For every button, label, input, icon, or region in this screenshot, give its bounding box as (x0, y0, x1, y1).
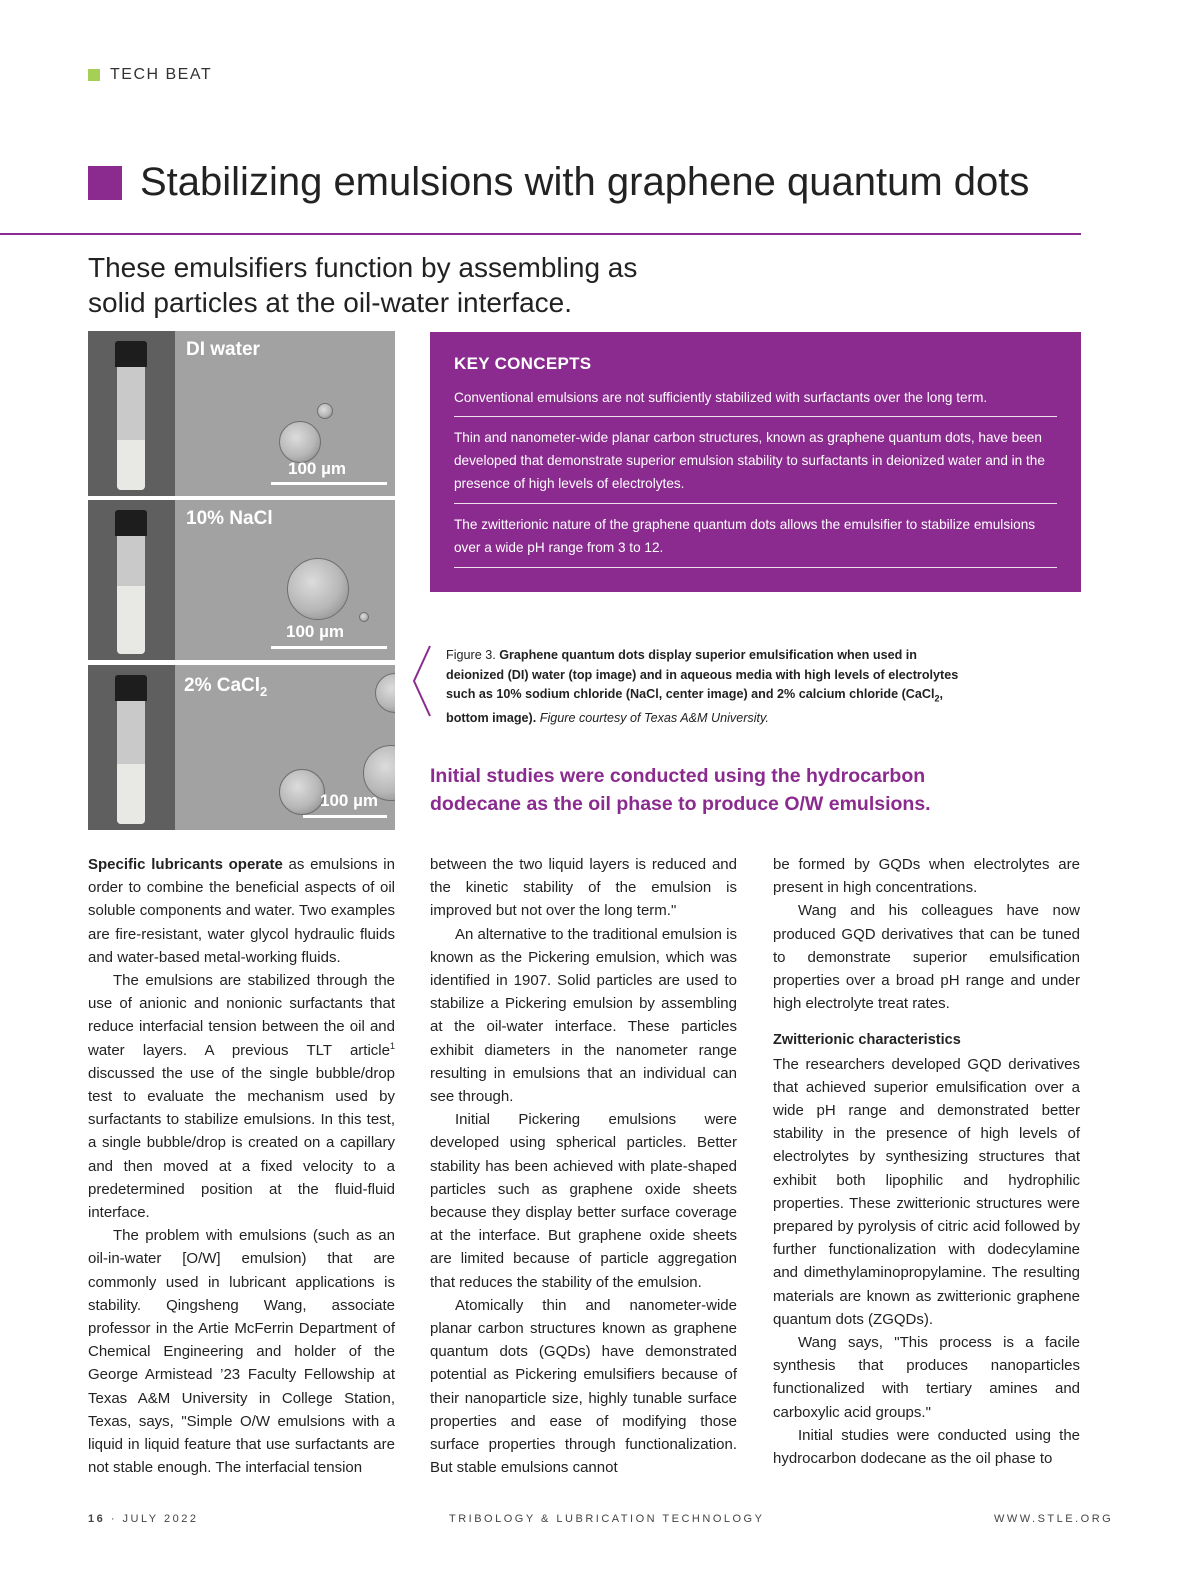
body-paragraph: Specific lubricants operate as emulsions in order to combine the beneficial aspects of oil soluble components and water. Two examples are fire-resistant, water glycol hydraulic fluids and water-based metal-working fluids. (88, 856, 395, 966)
article-title-row (88, 160, 1029, 205)
scale-bar (271, 646, 387, 649)
pull-quote-line: dodecane as the oil phase to produce O/W emulsions. (430, 793, 931, 815)
key-concept-divider (454, 567, 1057, 568)
vial-image (115, 675, 147, 824)
key-concept-item: Thin and nanometer-wide planar carbon structures, known as graphene quantum dots, have been developed that demonstrate superior emulsion stability to surfactants in deionized water and in the presence of high levels of electrolytes. (454, 430, 1045, 491)
body-paragraph: Atomically thin and nanometer-wide planar carbon structures known as graphene quantum dots (GQDs) have demonstrated potential as Pickering emulsifiers because of their nanoparticle size, highly tunable surface properties and ease of modifying those surface properties through functionalization. But stable emulsions cannot (430, 1296, 737, 1477)
footer-page-info (88, 1513, 198, 1525)
section-marker (88, 69, 100, 81)
page-number: 16 (88, 1513, 106, 1525)
caption-text: Graphene quantum dots display superior emulsification when used in deionized (DI) water (top image) and in aqueous media with high levels of electrolytes such as 10% sodium chloride (NaCl, center image) and 2% calcium chloride (CaCl (446, 648, 959, 701)
title-marker (88, 166, 122, 200)
body-paragraph: be formed by GQDs when electrolytes are present in high concentrations. (773, 856, 1080, 897)
body-paragraph: The problem with emulsions (such as an oil-in-water [O/W] emulsion) that are commonly used in lubricant applications is stability. Qingsheng Wang, associate professor in the Artie McFerrin Department of Chemical Engineering and holder of the George Armistead ’23 Faculty Fellowship at Texas A&M University in College Station, Texas, says, "Simple O/W emulsions with a liquid in liquid feature that use surfactants are not stable enough. The interfacial tension (88, 1227, 395, 1477)
body-column-3 (773, 853, 1080, 1470)
body-paragraph: between the two liquid layers is reduced and the kinetic stability of the emulsion is improved but not over the long term." (430, 856, 737, 920)
key-concept-divider (454, 416, 1057, 417)
scale-label: 100 µm (288, 459, 346, 478)
pull-quote-line: Initial studies were conducted using the hydrocarbon (430, 765, 926, 787)
caption-prefix: Figure 3. (446, 648, 496, 662)
key-concept-item: Conventional emulsions are not sufficiently stabilized with surfactants over the long term. (454, 390, 988, 405)
emulsion-droplet (279, 421, 321, 463)
body-paragraph: The researchers developed GQD derivatives that achieved superior emulsification over a wide pH range and demonstrated better stability in the presence of high levels of electrolytes by synthesizing structures that exhibit both lipophilic and hydrophilic properties. These zwitterionic structures were prepared by pyrolysis of citric acid followed by further functionalization with dodecylamine and dimethylaminopropylamine. The resulting materials are known as zwitterionic graphene quantum dots (ZGQDs). (773, 1055, 1080, 1328)
emulsion-droplet (287, 558, 349, 620)
scale-label: 100 µm (320, 791, 378, 810)
scale-label: 100 µm (286, 622, 344, 641)
body-paragraph: Initial Pickering emulsions were developed using spherical particles. Better stability has been achieved with plate-shaped particles such as graphene oxide sheets because they display better surface coverage at the interface. But graphene oxide sheets are limited because of particle aggregation that reduces the stability of the emulsion. (430, 1111, 737, 1291)
body-column-2 (430, 853, 737, 1479)
panel-label: 10% NaCl (186, 508, 273, 529)
body-column-1 (88, 853, 395, 1479)
lead-in: Specific lubricants operate (88, 856, 283, 873)
body-paragraph: Wang and his colleagues have now produced GQD derivatives that can be tuned to demonstrate superior emulsification properties over a broad pH range and under high electrolyte treat rates. (773, 902, 1080, 1013)
issue-date: JULY 2022 (122, 1513, 199, 1525)
pull-quote (430, 762, 990, 818)
publication-name: TRIBOLOGY & LUBRICATION TECHNOLOGY (449, 1513, 765, 1525)
article-deck (88, 250, 728, 320)
key-concept-item: The zwitterionic nature of the graphene quantum dots allows the emulsifier to stabilize emulsions over a wide pH range from 3 to 12. (454, 517, 1036, 555)
emulsion-droplet (359, 612, 369, 622)
figure-caption: Figure 3. Graphene quantum dots display superior emulsification when used in deionized (DI) water (top image) and in aqueous media with high levels of electrolytes such as 10% sodium chloride (NaCl, center image) and 2% calcium chloride (CaCl$_2$, bottom image). Figure courtesy of Texas A&M University. (446, 648, 959, 726)
emulsion-droplet (279, 769, 325, 815)
key-concepts-box (430, 332, 1081, 592)
emulsion-droplet (317, 403, 333, 419)
footnote-ref: 1 (389, 1040, 395, 1051)
footer-separator: · (110, 1513, 117, 1525)
deck-line: These emulsifiers function by assembling as (88, 252, 638, 283)
scale-bar (271, 482, 387, 485)
key-concepts-title: KEY CONCEPTS (454, 354, 592, 373)
body-paragraph: Wang says, "This process is a facile synthesis that produces nanoparticles functionalized with tertiary amines and carboxylic acid groups." (773, 1334, 1080, 1421)
deck-line: solid particles at the oil-water interface. (88, 287, 572, 318)
section-tag (88, 66, 212, 84)
caption-credit: Figure courtesy of Texas A&M University. (539, 711, 769, 726)
figure-panel-nacl (88, 500, 395, 660)
section-label: TECH BEAT (110, 66, 213, 83)
figure-panel-cacl2 (88, 665, 395, 830)
scale-bar (303, 815, 387, 818)
key-concept-divider (454, 503, 1057, 504)
figure-panel-di-water (88, 331, 395, 496)
vial-image (115, 510, 147, 654)
vial-image (115, 341, 147, 490)
caption-chevron-icon (410, 644, 434, 718)
body-paragraph: Initial studies were conducted using the hydrocarbon dodecane as the oil phase to (773, 1426, 1080, 1468)
panel-label: 2% CaCl$_2$ (184, 675, 268, 699)
subheading: Zwitterionic characteristics (773, 1032, 961, 1049)
website-link[interactable]: WWW.STLE.ORG (994, 1513, 1114, 1525)
emulsion-droplet (375, 673, 395, 713)
body-paragraph: An alternative to the traditional emulsion is known as the Pickering emulsion, which was identified in 1907. Solid particles are used to stabilize a Pickering emulsion by assembling at the oil-water interface. These particles exhibit diameters in the nanometer range resulting in emulsions that an individual can see through. (430, 925, 737, 1106)
title-rule (0, 233, 1081, 235)
body-paragraph: The emulsions are stabilized through the use of anionic and nonionic surfactants that reduce interfacial tension between the oil and water layers. A previous TLT article$^1$ discussed the use of the single bubble/drop test to evaluate the mechanism used by surfactants to stabilize emulsions. In this test, a single bubble/drop is created on a capillary and then moved at a fixed velocity to a predetermined position at the fluid-fluid interface. (88, 972, 395, 1222)
panel-label: DI water (186, 339, 260, 360)
article-title: Stabilizing emulsions with graphene quantum dots (140, 160, 1030, 204)
